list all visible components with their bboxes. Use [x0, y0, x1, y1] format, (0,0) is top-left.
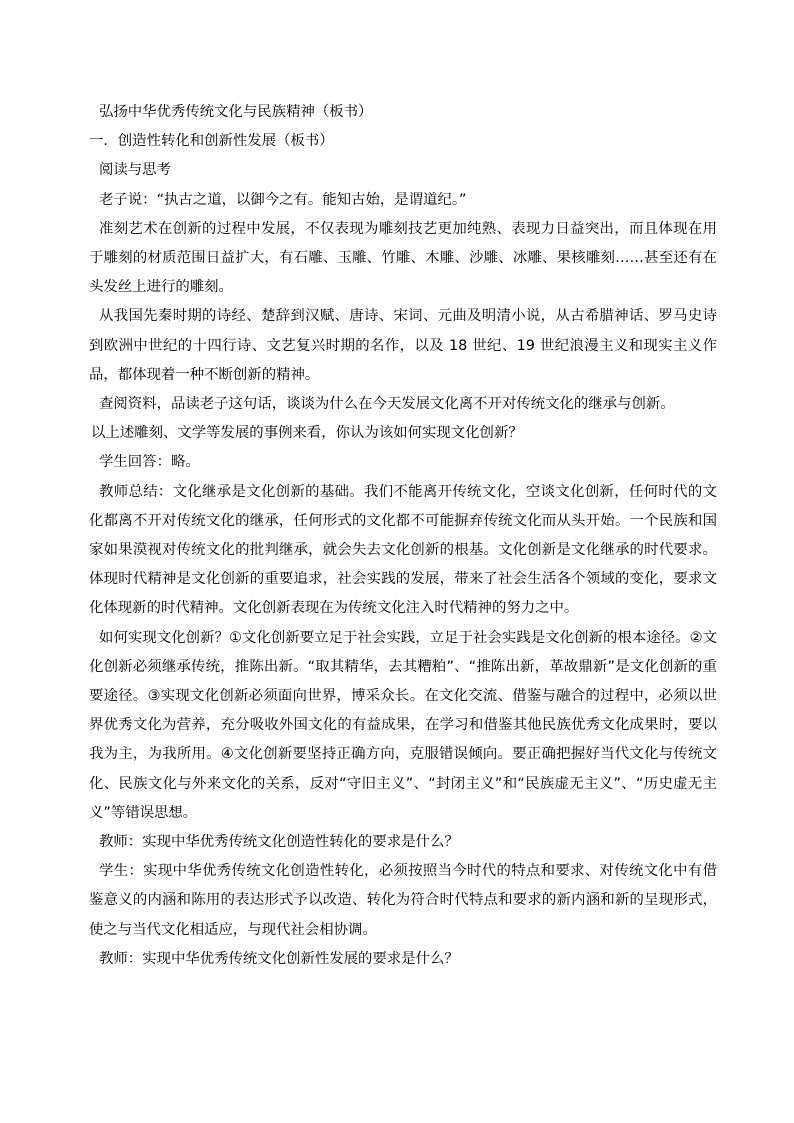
- teacher-question-2: 教师：实现中华优秀传统文化创新性发展的要求是什么？: [99, 950, 459, 967]
- how-innovate-paragraph: 如何实现文化创新？①文化创新要立足于社会实践，立足于社会实践是文化创新的根本途径。②文化创新必须继承传统，推陈出新。“取其精华，去其糟粕”、“推陈出新，革故鼎新”是文化创新的重要途径。③实现文化创新必须面向世界，博采众长。在文化交流、借鉴与融合的过程中，必须以世界优秀文化为营养，充分吸收外国文化的有益成果，在学习和借鉴其他民族优秀文化成果时，要以我为主，为我所用。④文化创新要坚持正确方向，克服错误倾向。要正确把握好当代文化与传统文化、民族文化与外来文化的关系，反对“守旧主义”、“封闭主义”和“民族虚无主义”、“历史虚无主义”等错误思想。: [89, 629, 717, 821]
- laozi-quote: 老子说：“执古之道，以御今之有。能知古始，是谓道纪。”: [99, 191, 467, 208]
- document-page: [89, 98, 717, 974]
- question-2: 以上述雕刻、文学等发展的事例来看，你认为该如何实现文化创新？: [91, 425, 523, 442]
- question-1: 查阅资料，品读老子这句话，谈谈为什么在今天发展文化离不开对传统文化的继承与创新。: [99, 396, 675, 413]
- document-title: 弘扬中华优秀传统文化与民族精神（板书）: [99, 104, 373, 120]
- student-answer-1: 学生：实现中华优秀传统文化创造性转化，必须按照当今时代的特点和要求、对传统文化中有借鉴意义的内涵和陈用的表达形式予以改造、转化为符合时代特点和要求的新内涵和新的呈现形式，使之与当代文化相适应，与现代社会相协调。: [89, 863, 717, 938]
- section-heading: 一．创造性转化和创新性发展（板书）: [89, 133, 334, 150]
- literature-paragraph: 从我国先秦时期的诗经、楚辞到汉赋、唐诗、宋词、元曲及明清小说，从古希腊神话、罗马史诗到欧洲中世纪的十四行诗、文艺复兴时期的名作，以及 18 世纪、19 世纪浪漫主义和现实主义作品，都体现着一种不断创新的精神。: [89, 308, 717, 383]
- student-answer: 学生回答：略。: [99, 454, 200, 471]
- teacher-summary: 教师总结：文化继承是文化创新的基础。我们不能离开传统文化，空谈文化创新，任何时代的文化都离不开对传统文化的继承，任何形式的文化都不可能摒弃传统文化而从头开始。一个民族和国家如果漠视对传统文化的批判继承，就会失去文化创新的根基。文化创新是文化继承的时代要求。体现时代精神是文化创新的重要追求，社会实践的发展，带来了社会生活各个领域的变化，要求文化体现新的时代精神。文化创新表现在为传统文化注入时代精神的努力之中。: [89, 483, 717, 617]
- teacher-question-1: 教师：实现中华优秀传统文化创造性转化的要求是什么？: [99, 834, 459, 851]
- carving-paragraph: 准刻艺术在创新的过程中发展，不仅表现为雕刻技艺更加纯熟、表现力日益突出，而且体现在用于雕刻的材质范围日益扩大，有石雕、玉雕、竹雕、木雕、沙雕、冰雕、果核雕刻……甚至还有在头发丝上进行的雕刻。: [89, 220, 717, 296]
- reading-heading: 阅读与思考: [99, 162, 171, 179]
